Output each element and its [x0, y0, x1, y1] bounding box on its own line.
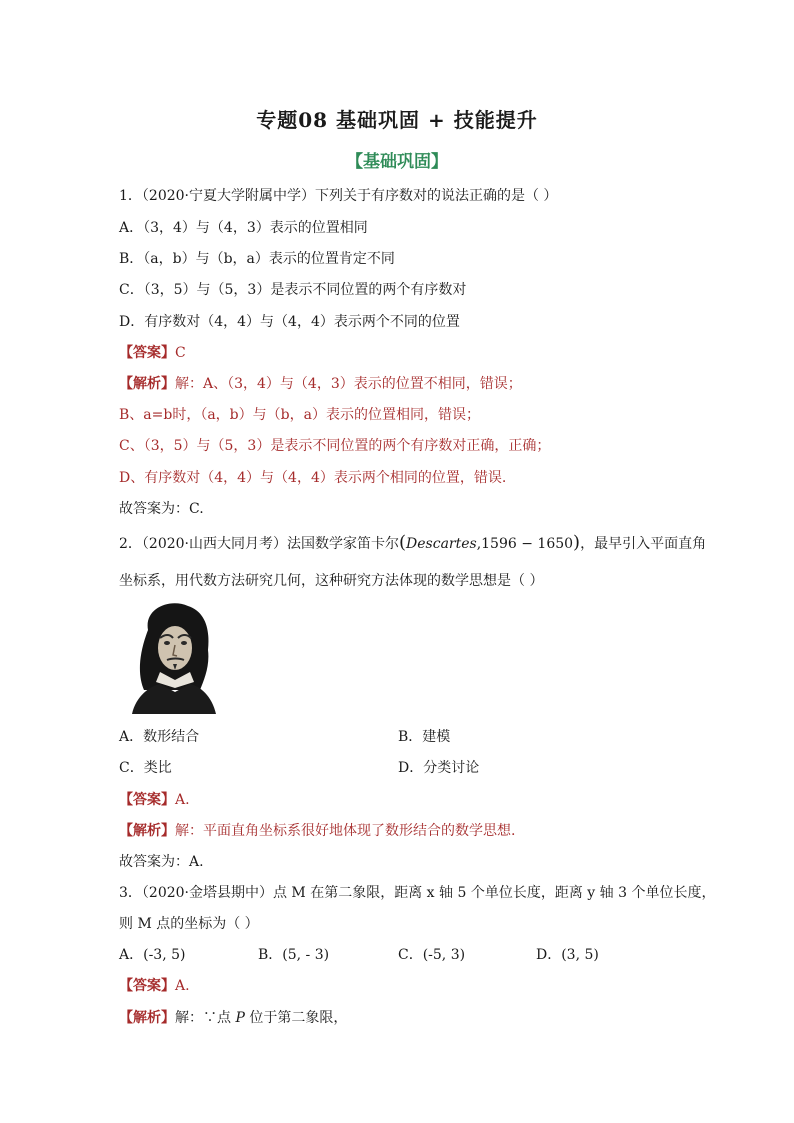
answer-tag: 【答案】	[119, 345, 175, 361]
analysis-text-b: 位于第二象限，	[244, 1010, 348, 1026]
section-heading: 【基础巩固】	[346, 152, 448, 172]
q2-analysis	[119, 822, 515, 840]
q1-conclusion: 故答案为：C.	[119, 501, 204, 517]
analysis-text-a: 解：∵点	[175, 1010, 236, 1026]
answer-value: C	[175, 345, 186, 361]
q3-option-d: D．(3, 5)	[536, 947, 599, 963]
q1-analysis-line-4: D、有序数对（4，4）与（4，4）表示两个相同的位置，错误.	[119, 470, 507, 486]
q1-option-d: D．有序数对（4，4）与（4，4）表示两个不同的位置	[119, 314, 460, 330]
q3-option-c: C．(-5, 3)	[398, 947, 466, 963]
answer-tag: 【答案】	[119, 978, 175, 994]
q2-stem-b: ，最早引入平面直角	[580, 536, 707, 552]
q3-stem-line-1: 3．（2020·金塔县期中）点 M 在第二象限，距离 x 轴 5 个单位长度，距离 y 轴 3 个单位长度，	[119, 885, 716, 901]
q1-analysis-line-2: B、a=b时，（a，b）与（b，a）表示的位置相同，错误；	[119, 407, 480, 423]
q2-stem-a: 2．（2020·山西大同月考）法国数学家笛卡尔	[119, 536, 399, 552]
analysis-tag: 【解析】	[119, 823, 175, 839]
analysis-text: 解：平面直角坐标系很好地体现了数形结合的数学思想.	[175, 823, 516, 839]
q2-stem-line-1: 2．（2020·山西大同月考）法国数学家笛卡尔(Descartes,1596 − 1650)，最早引入平面直角	[119, 532, 707, 553]
q1-analysis-line-3: C、（3，5）与（5，3）是表示不同位置的两个有序数对正确，正确；	[119, 438, 551, 454]
q2-option-d: D．分类讨论	[398, 760, 480, 776]
q1-option-a: A．（3，4）与（4，3）表示的位置相同	[119, 220, 368, 236]
q1-answer	[119, 344, 186, 362]
q3-stem-line-2: 则 M 点的坐标为（ ）	[119, 916, 259, 932]
q1-stem: 1．（2020·宁夏大学附属中学）下列关于有序数对的说法正确的是（ ）	[119, 188, 558, 204]
analysis-text: 解：A、（3，4）与（4，3）表示的位置不相同，错误；	[175, 376, 522, 392]
q2-formula-name: Descartes	[406, 536, 477, 552]
q1-option-c: C．（3，5）与（5，3）是表示不同位置的两个有序数对	[119, 282, 467, 298]
q1-analysis-line-1	[119, 375, 522, 393]
page-title: 专题08 基础巩固 + 技能提升	[256, 108, 538, 132]
q2-option-a: A．数形结合	[119, 729, 200, 745]
q2-conclusion: 故答案为：A.	[119, 854, 204, 870]
analysis-tag: 【解析】	[119, 1010, 175, 1026]
q2-option-c: C．类比	[119, 760, 172, 776]
analysis-tag: 【解析】	[119, 376, 175, 392]
descartes-portrait-icon	[130, 600, 216, 714]
analysis-var: P	[235, 1010, 245, 1026]
answer-tag: 【答案】	[119, 792, 175, 808]
q2-option-b: B．建模	[398, 729, 451, 745]
q3-answer	[119, 977, 190, 995]
q3-option-a: A．(-3, 5)	[119, 947, 186, 963]
q2-answer	[119, 791, 190, 809]
answer-value: A.	[175, 978, 190, 994]
answer-value: A.	[175, 792, 190, 808]
q3-analysis	[119, 1009, 347, 1027]
q2-stem-line-2: 坐标系，用代数方法研究几何，这种研究方法体现的数学思想是（ ）	[119, 573, 544, 589]
q2-formula-rest: ,1596 − 1650	[476, 536, 574, 552]
q3-option-b: B．(5, - 3)	[258, 947, 330, 963]
q1-option-b: B．（a，b）与（b，a）表示的位置肯定不同	[119, 251, 395, 267]
